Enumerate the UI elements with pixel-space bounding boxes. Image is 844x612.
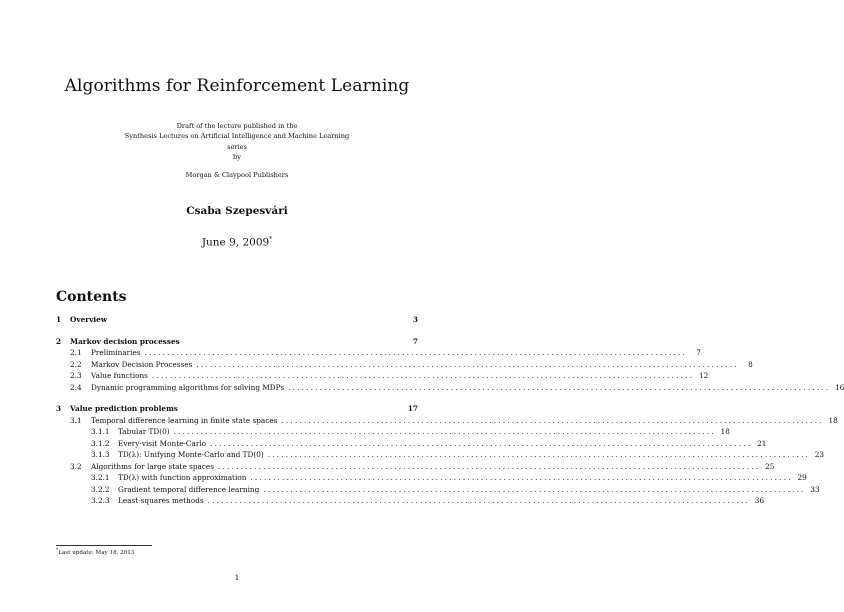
author-name: Csaba Szepesvári	[186, 205, 288, 217]
toc-entry[interactable]	[56, 315, 418, 327]
toc-entry-number: 3.2.1	[91, 473, 110, 482]
toc-entry-page: 18	[828, 415, 838, 425]
toc-entry-title: Value prediction problems	[70, 404, 178, 413]
toc-leader-dots: ........................................................................................................................	[218, 461, 761, 471]
toc-entry[interactable]	[56, 450, 825, 462]
toc-entry-title: TD(λ) with function approximation	[118, 473, 247, 482]
toc-entry[interactable]	[56, 348, 701, 360]
publication-line: Draft of the lecture published in the	[176, 122, 298, 130]
footnote-rule	[56, 545, 152, 546]
toc-entry-page: 21	[757, 438, 767, 448]
toc-entry-page: 17	[407, 404, 418, 413]
document-title: Algorithms for Reinforcement Learning	[64, 76, 410, 96]
toc-entry-title: Every-visit Monte-Carlo	[118, 438, 207, 448]
toc-entry-title: Value functions	[91, 371, 148, 380]
toc-leader-dots: ........................................................................................................................	[207, 496, 751, 505]
toc-entry-page: 33	[810, 484, 820, 494]
publication-line: by	[233, 152, 241, 161]
toc-entry-number: 1	[56, 315, 62, 324]
publication-line: series	[227, 142, 247, 151]
toc-entry-title: Preliminaries	[91, 348, 141, 357]
toc-entry[interactable]	[56, 461, 775, 474]
footnote-text: Last update: May 18, 2013	[58, 549, 135, 556]
contents-heading: Contents	[56, 289, 127, 305]
toc-entry-title: Dynamic programming algorithms for solving MDPs	[91, 382, 285, 392]
toc-entry[interactable]	[56, 404, 418, 416]
toc-entry-page: 3	[412, 315, 418, 324]
toc-entry-page: 25	[765, 461, 775, 471]
toc-entry-page: 29	[797, 473, 807, 482]
toc-leader-dots: ........................................................................................................................	[250, 473, 793, 482]
publisher-line: Morgan & Claypool Publishers	[185, 171, 289, 180]
publication-line: Synthesis Lectures on Artificial Intelligence and Machine Learning	[124, 132, 350, 141]
toc-entry-number: 3.1.3	[91, 450, 110, 459]
toc-entry-title: Gradient temporal difference learning	[118, 484, 260, 494]
toc-entry-page: 8	[748, 359, 753, 369]
toc-leader-dots: ........................................................................................................................	[210, 438, 753, 448]
toc-entry[interactable]	[56, 337, 418, 349]
page-number: 1	[234, 573, 240, 582]
toc-entry[interactable]	[56, 415, 838, 428]
toc-entry-page: 7	[412, 336, 418, 346]
toc-leader-dots: ........................................................................................................................	[281, 415, 824, 425]
toc-entry-number: 3.1	[70, 415, 82, 425]
toc-entry-page: 23	[814, 450, 825, 459]
toc-entry[interactable]	[56, 371, 709, 383]
toc-entry-number: 3	[56, 404, 62, 413]
toc-entry-title: Overview	[70, 315, 108, 324]
footnote	[56, 548, 134, 556]
toc-entry-page: 7	[696, 348, 701, 357]
toc-entry[interactable]	[56, 359, 753, 372]
toc-leader-dots: ........................................................................................................................	[151, 371, 695, 380]
toc-entry-title: Temporal difference learning in finite state spaces	[91, 415, 278, 425]
toc-entry-number: 2.3	[70, 371, 82, 380]
publication-info	[0, 121, 474, 180]
toc-entry[interactable]	[56, 496, 765, 508]
toc-leader-dots: ........................................................................................................................	[196, 359, 739, 369]
toc-entry-number: 3.2.3	[91, 496, 110, 505]
toc-leader-dots: ........................................................................................................................	[288, 382, 831, 392]
date-footnote-mark: *	[269, 236, 273, 243]
toc-entry[interactable]	[56, 484, 820, 497]
toc-leader-dots: ........................................................................................................................	[267, 450, 811, 459]
footnote-mark: *	[56, 548, 59, 553]
toc-entry-title: Least-squares methods	[118, 496, 204, 505]
toc-entry-title: Tabular TD(0)	[118, 427, 170, 436]
toc-entry-number: 2.2	[70, 359, 82, 369]
toc-entry-page: 16	[835, 382, 844, 392]
toc-entry-number: 3.1.2	[91, 438, 110, 448]
table-of-contents	[56, 315, 844, 508]
toc-entry-number: 2	[56, 336, 62, 346]
toc-entry-number: 3.2.2	[91, 484, 110, 494]
toc-entry-number: 2.1	[70, 348, 82, 357]
toc-entry-title: TD(λ): Unifying Monte-Carlo and TD(0)	[118, 450, 264, 459]
toc-entry[interactable]	[56, 427, 730, 439]
toc-entry[interactable]	[56, 382, 844, 395]
toc-leader-dots: ........................................................................................................................	[173, 427, 716, 436]
toc-entry-page: 12	[698, 371, 709, 380]
toc-entry-page: 36	[754, 496, 765, 505]
toc-entry-title: Algorithms for large state spaces	[91, 461, 214, 471]
date-line	[0, 236, 474, 249]
toc-leader-dots: ........................................................................................................................	[144, 348, 687, 357]
toc-entry-title: Markov decision processes	[70, 336, 180, 346]
toc-entry-number: 2.4	[70, 382, 82, 392]
date-text: June 9, 2009	[201, 236, 270, 249]
toc-entry[interactable]	[56, 473, 807, 485]
toc-entry-title: Markov Decision Processes	[91, 359, 193, 369]
toc-entry-number: 3.1.1	[91, 427, 110, 436]
toc-entry-page: 18	[720, 427, 730, 436]
toc-leader-dots: ........................................................................................................................	[263, 484, 806, 494]
toc-entry[interactable]	[56, 438, 767, 451]
toc-entry-number: 3.2	[70, 461, 82, 471]
